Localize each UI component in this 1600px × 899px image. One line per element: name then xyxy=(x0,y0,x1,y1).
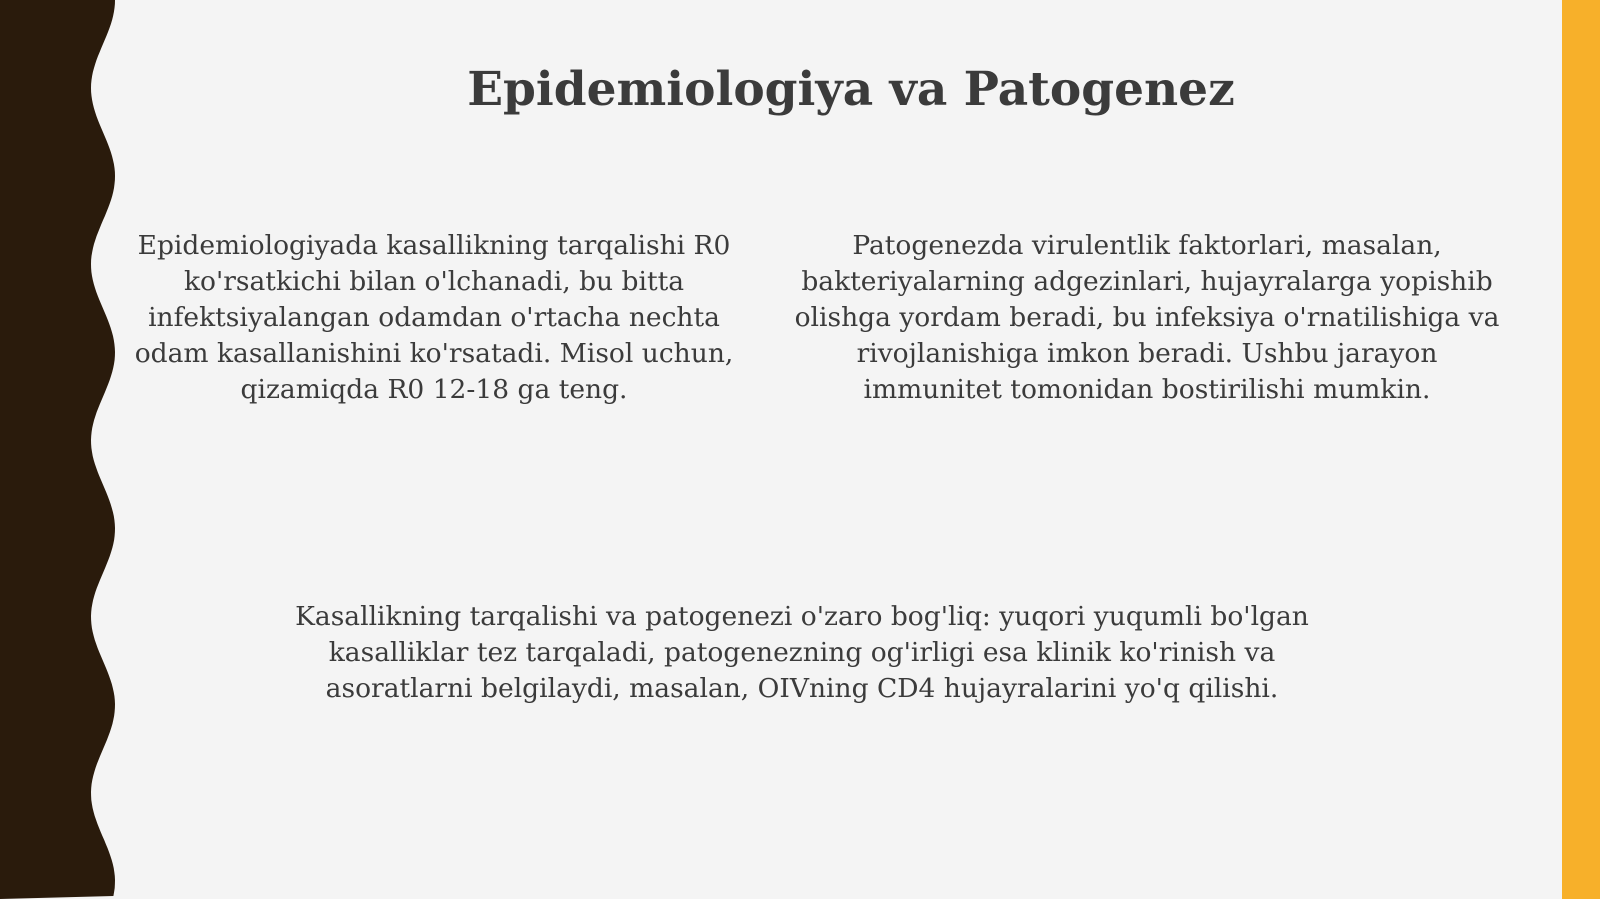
paragraph-epidemiology: Epidemiologiyada kasallikning tarqalishi R0 ko'rsatkichi bilan o'lchanadi, bu bitta infektsiyalangan odamdan o'rtacha nechta odam kasallanishini ko'rsatadi. Misol uchun, qizamiqda R0 12-18 ga teng. xyxy=(134,230,734,405)
left-wave-decoration xyxy=(0,0,140,899)
paragraph-relationship: Kasallikning tarqalishi va patogenezi o'zaro bog'liq: yuqori yuqumli bo'lgan kasalliklar tez tarqaladi, patogenezning og'irligi esa klinik ko'rinish va asoratlarni belgilaydi, masalan, OIVning CD4 hujayralarini yo'q qilishi. xyxy=(295,601,1309,704)
wave-shape xyxy=(0,0,115,899)
slide-title: Epidemiologiya va Patogenez xyxy=(467,62,1235,117)
right-accent-bar xyxy=(1562,0,1600,899)
paragraph-pathogenesis: Patogenezda virulentlik faktorlari, masalan, bakteriyalarning adgezinlari, hujayralarga yopishib olishga yordam beradi, bu infeksiya o'rnatilishiga va rivojlanishiga imkon beradi. Ushbu jarayon immunitet tomonidan bostirilishi mumkin. xyxy=(794,230,1500,405)
